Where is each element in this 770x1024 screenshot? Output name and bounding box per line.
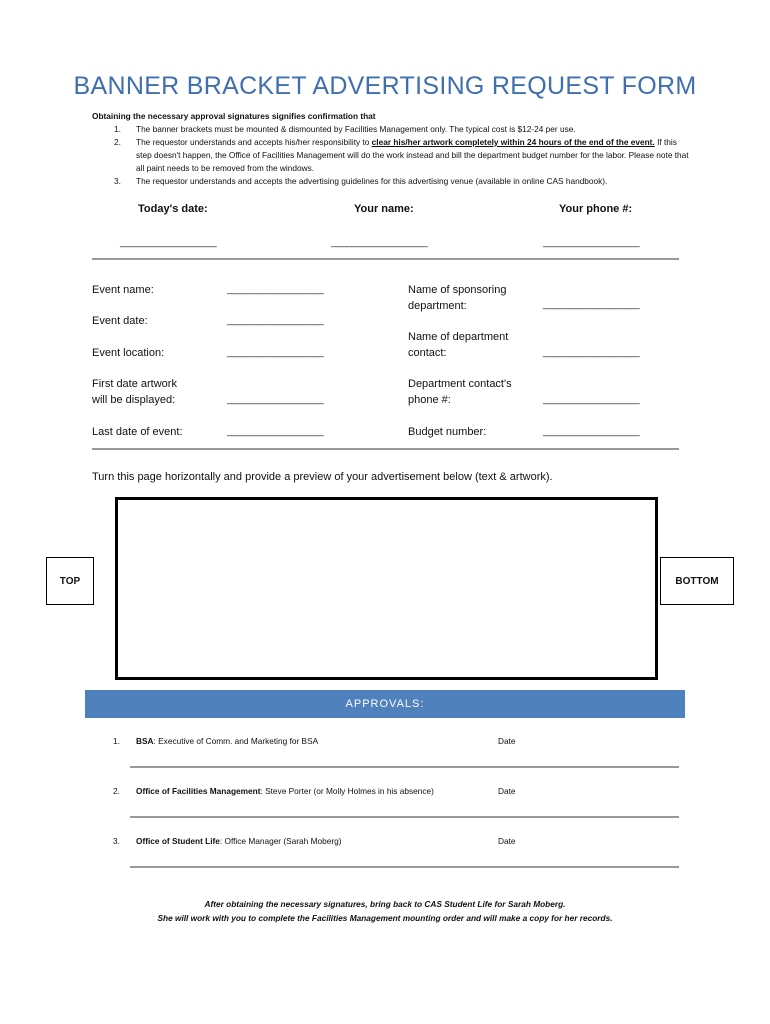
approval-detail: : Steve Porter (or Molly Holmes in his absence) [260, 786, 434, 796]
first-date-artwork-label-line1: First date artwork [92, 378, 177, 390]
sponsoring-department-field[interactable]: ___________________ [543, 299, 640, 310]
intro-item [92, 123, 692, 136]
your-phone-field[interactable]: ___________________ [543, 237, 640, 248]
intro-lead: Obtaining the necessary approval signatures signifies confirmation that [92, 111, 376, 121]
approval-number: 3. [113, 836, 120, 846]
approval-date-label: Date [498, 836, 516, 846]
event-name-field[interactable]: ___________________ [227, 284, 324, 295]
approval-detail: : Executive of Comm. and Marketing for BSA [153, 736, 319, 746]
department-contact-label-line1: Name of department [408, 331, 509, 343]
section-divider [92, 448, 679, 450]
advertisement-preview-area[interactable] [115, 497, 658, 680]
approval-date-label: Date [498, 786, 516, 796]
approval-number: 1. [113, 736, 120, 746]
sponsoring-department-label [408, 282, 506, 314]
last-date-label: Last date of event: [92, 426, 183, 438]
last-date-field[interactable]: ___________________ [227, 426, 324, 437]
approval-role: Office of Facilities Management [136, 786, 261, 796]
your-name-label: Your name: [354, 203, 414, 215]
approval-number: 2. [113, 786, 120, 796]
first-date-artwork-label [92, 376, 177, 408]
approval-bsa [136, 736, 318, 746]
intro-item-number: 3. [114, 176, 121, 186]
event-name-label: Event name: [92, 284, 154, 296]
sponsoring-department-label-line1: Name of sponsoring [408, 284, 507, 296]
intro-item-number: 2. [114, 137, 121, 147]
intro-item-text: The requestor understands and accepts his/her responsibility to [136, 137, 372, 147]
first-date-artwork-label-line2: will be displayed: [92, 394, 176, 406]
bottom-label-box [660, 557, 734, 605]
footer-line2: She will work with you to complete the Facilities Management mounting order and will make a copy for her records. [157, 913, 613, 923]
intro-item-text: The requestor understands and accepts the advertising guidelines for this advertising venue (available in online CAS handbook). [136, 176, 608, 186]
approval-facilities [136, 786, 434, 796]
approval-student-life [136, 836, 341, 846]
your-phone-label: Your phone #: [559, 203, 633, 215]
your-name-field[interactable]: ___________________ [331, 237, 428, 248]
signature-line[interactable] [130, 816, 679, 818]
todays-date-field[interactable]: ___________________ [120, 237, 217, 248]
event-location-field[interactable]: ___________________ [227, 347, 324, 358]
contact-phone-label-line2: phone #: [408, 394, 451, 406]
intro-item-text: The banner brackets must be mounted & dismounted by Facilities Management only. The typical cost is $12-24 per use. [136, 124, 576, 134]
intro-item-emphasis: clear his/her artwork completely within 24 hours of the end of the event. [371, 137, 655, 147]
approval-date-label: Date [498, 736, 516, 746]
intro-list [92, 123, 692, 188]
event-location-label: Event location: [92, 347, 165, 359]
first-date-artwork-field[interactable]: ___________________ [227, 394, 324, 405]
footer-note [0, 897, 770, 925]
todays-date-label: Today's date: [138, 203, 208, 215]
approvals-heading: APPROVALS: [345, 698, 425, 710]
signature-line[interactable] [130, 766, 679, 768]
signature-line[interactable] [130, 866, 679, 868]
contact-phone-label [408, 376, 512, 408]
department-contact-label-line2: contact: [408, 347, 447, 359]
event-date-field[interactable]: ___________________ [227, 315, 324, 326]
sponsoring-department-label-line2: department: [408, 300, 467, 312]
intro-item-text-continued: If this step doesn't happen, the Office of Facilities Management will do the work instead and bill the department budget number for the labor. Please note that all paint needs to be removed from the windows. [136, 137, 689, 173]
intro-item-number: 1. [114, 124, 121, 134]
bottom-label: BOTTOM [675, 575, 719, 587]
intro-item [92, 175, 692, 188]
form-title: BANNER BRACKET ADVERTISING REQUEST FORM [73, 72, 697, 100]
intro-section [92, 110, 692, 188]
intro-item [92, 136, 692, 175]
event-date-label: Event date: [92, 315, 148, 327]
approval-role: BSA [136, 736, 154, 746]
footer-line1: After obtaining the necessary signatures, bring back to CAS Student Life for Sarah Moberg. [204, 899, 566, 909]
top-label-box [46, 557, 94, 605]
budget-number-label: Budget number: [408, 426, 487, 438]
department-contact-label [408, 329, 508, 361]
contact-phone-field[interactable]: ___________________ [543, 394, 640, 405]
budget-number-field[interactable]: ___________________ [543, 426, 640, 437]
department-contact-field[interactable]: ___________________ [543, 347, 640, 358]
section-divider [92, 258, 679, 260]
approval-role: Office of Student Life [136, 836, 220, 846]
preview-instruction: Turn this page horizontally and provide a preview of your advertisement below (text & artwork). [92, 471, 553, 483]
approvals-heading-bar [85, 690, 685, 718]
top-label: TOP [59, 575, 81, 587]
approval-detail: : Office Manager (Sarah Moberg) [219, 836, 342, 846]
contact-phone-label-line1: Department contact's [408, 378, 512, 390]
